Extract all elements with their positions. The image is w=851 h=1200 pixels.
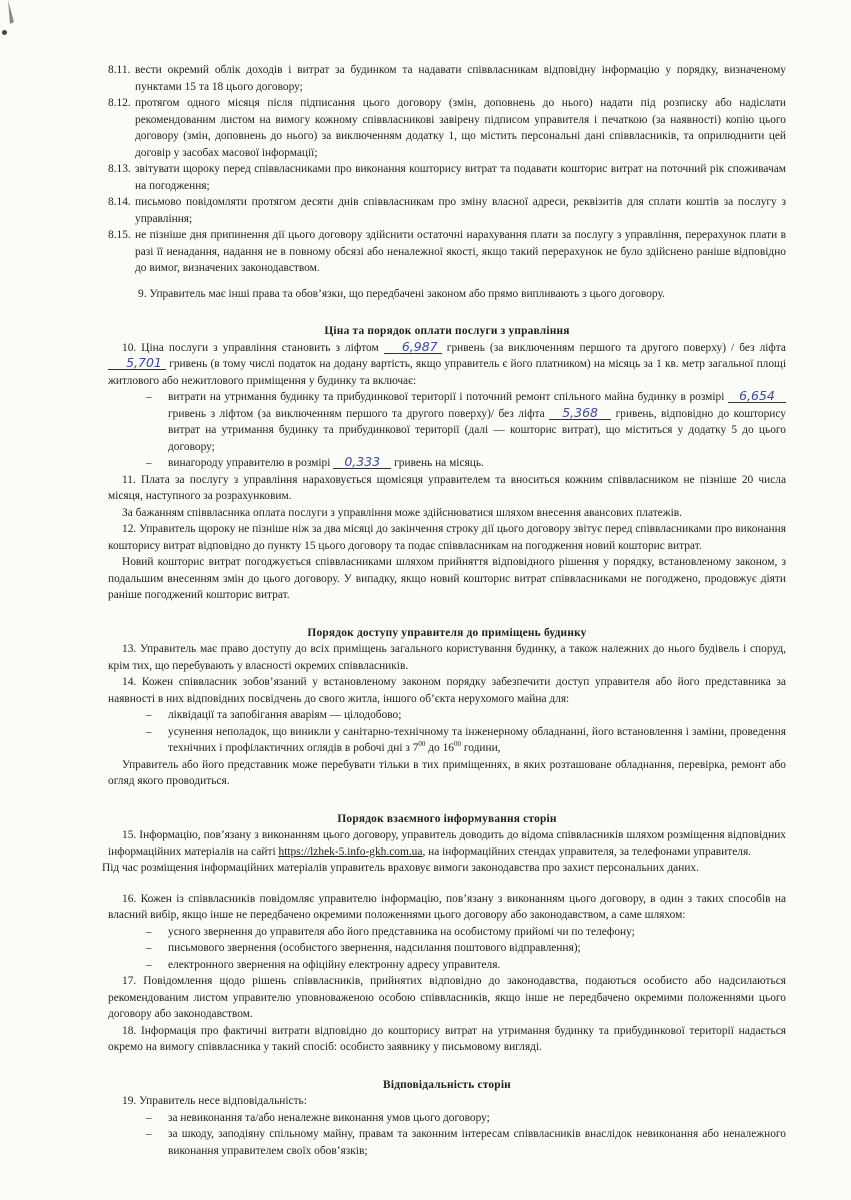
handwritten-maintenance-nolift: 5,368 <box>549 406 611 420</box>
handwritten-price-nolift: 5,701 <box>108 356 166 370</box>
list-item: – витрати на утримання будинку та прибудинкової території і поточний ремонт спільного майна будинку в розмірі 6,654 гривень з ліфтом (за виключенням першого та другого поверху)/ без ліфта 5,368 гривень, відповідно до кошторису витрат на утримання будинку та прибудинкової території (далі — кошторис витрат), що міститься у додатку 5 до цього договору; <box>168 389 786 455</box>
list-item: – винагороду управителю в розмірі 0,333 гривень на місяць. <box>168 455 786 472</box>
clause-number: 8.11. <box>108 64 131 76</box>
list-item: – за шкоду, заподіяну спільному майну, правам та законним інтересам співвласників внаслідок невиконання або неналежного виконання управителем своїх обов’язків; <box>168 1126 786 1159</box>
list-item: – ліквідації та запобігання аваріям — цілодобово; <box>168 707 786 724</box>
notification-methods-list <box>108 924 786 974</box>
list-item: – електронного звернення на офіційну електронну адресу управителя. <box>168 957 786 974</box>
paragraph-18: 18. Інформація про фактичні витрати відповідно до кошторису витрат на утримання будинку та прибудинкової території надається окремо на вимогу співвласника у такий спосіб: особисто заявнику у письмовому вигляді. <box>108 1024 786 1053</box>
list-item: – за невиконання та/або неналежне виконання умов цього договору; <box>168 1110 786 1127</box>
clause-text: не пізніше дня припинення дії цього договору здійснити остаточні нарахування плати за послугу з управління, перерахунок плати в разі її ненадання, надання не в повному обсязі або неналежної якості, якщо такий перерахунок не було здійснено раніше відповідно до вимог, визначених законодавством. <box>135 229 786 274</box>
paragraph-12: 12. Управитель щороку не пізніше ніж за два місяці до закінчення строку дії цього договору звітує перед співвласниками про виконання кошторису витрат відповідно до пункту 15 цього договору та подає співвласникам на погодження новий кошторис витрат. <box>108 523 786 552</box>
scan-dot <box>2 30 7 35</box>
list-item: – усного звернення до управителя або його представника на особистому прийомі чи по телефону; <box>168 924 786 941</box>
list-item: – усунення неполадок, що виникли у санітарно-технічному та інженерному обладнанні, його встановлення і заміни, проведення технічних і профілактичних оглядів в робочі дні з $7^{00}$ до $16^{00}$ години, <box>168 724 786 757</box>
paragraph-15-privacy: Під час розміщення інформаційних матеріалів управитель враховує вимоги законодавства про захист персональних даних. <box>102 862 699 874</box>
paragraph-9: 9. Управитель має інші права та обов’язки, що передбачені законом або прямо випливають з цього договору. <box>138 287 665 300</box>
paragraph-10: 10. Ціна послуги з управління становить з ліфтом 6,987 гривень (за виключенням першого та другого поверху) / без ліфта 5,701 гривень (в тому числі податок на додану вартість, якщо управитель є його платником) на місяць за 1 кв. метр загальної площі житлового або нежитлового приміщення у будинку та включає: <box>108 338 786 387</box>
heading-responsibility: Відповідальність сторін <box>383 1078 511 1091</box>
clause-number: 8.12. <box>108 97 131 109</box>
clause-number: 8.14. <box>108 196 131 208</box>
clause-text: письмово повідомляти протягом десяти днів співвласникам про зміну власної адреси, реквізитів для сплати коштів за послугу з управління; <box>135 196 786 225</box>
price-components-list <box>108 389 786 472</box>
paragraph-11-advance: За бажанням співвласника оплата послуги з управління може здійснюватися шляхом внесення авансових платежів. <box>122 506 683 519</box>
clause-text: вести окремий облік доходів і витрат за будинком та надавати співвласникам відповідну інформацію у порядку, визначеному пунктами 15 та 18 цього договору; <box>135 64 786 93</box>
heading-information: Порядок взаємного інформування сторін <box>337 812 557 825</box>
paragraph-13: 13. Управитель має право доступу до всіх приміщень загального користування будинку, а також належних до нього будівель і споруд, крім тих, що перебувають у власності окремих співвласників. <box>108 643 786 672</box>
clause-number: 8.13. <box>108 163 131 175</box>
clause-8-13 <box>108 161 786 194</box>
handwritten-fee: 0,333 <box>333 455 391 469</box>
document-content <box>102 62 786 1159</box>
website-link[interactable]: https://lzhek-5.info-gkh.com.ua <box>278 845 423 858</box>
responsibility-list <box>108 1110 786 1160</box>
heading-price: Ціна та порядок оплати послуги з управління <box>324 325 570 337</box>
handwritten-price-lift: 6,987 <box>384 340 442 354</box>
heading-access: Порядок доступу управителя до приміщень будинку <box>307 626 587 639</box>
access-purposes-list <box>108 707 786 757</box>
list-item: – письмового звернення (особистого звернення, надсилання поштового відправлення); <box>168 940 786 957</box>
paragraph-15: 15. Інформацію, пов’язану з виконанням цього договору, управитель доводить до відома співвласників шляхом розміщення відповідних інформаційних матеріалів на сайті https://lzhek-5.info-gkh.com.ua, на інформаційних стендах управителя, за телефонами управителя. <box>108 829 786 858</box>
handwritten-maintenance-lift: 6,654 <box>728 389 786 403</box>
paragraph-11: 11. Плата за послугу з управління нараховується щомісяця управителем та вноситься кожним співвласником не пізніше 20 числа місяця, наступного за розрахунковим. <box>108 473 786 502</box>
clause-number: 8.15. <box>108 229 131 241</box>
paragraph-12-new-budget: Новий кошторис витрат погоджується співвласниками шляхом прийняття відповідного рішення у порядку, встановленому законом, з подальшим внесенням змін до цього договору. У випадку, якщо новий кошторис витрат співвласниками не погоджено, продовжує діяти раніше погоджений кошторис витрат. <box>108 556 786 601</box>
clause-8-15 <box>108 227 786 277</box>
paragraph-16: 16. Кожен із співвласників повідомляє управителю інформацію, пов’язану з виконанням цього договору, в один з таких способів на власний вибір, якщо інше не передбачено окремими положеннями цього договору або законодавством, а саме шляхом: <box>108 892 786 921</box>
paragraph-17: 17. Повідомлення щодо рішень співвласників, прийнятих відповідно до законодавства, подаються особисто або надсилаються рекомендованим листом управителю уповноваженою особою співвласників, якщо інше не передбачено окремими положеннями цього договору або законодавством. <box>108 975 786 1020</box>
paragraph-14-premises: Управитель або його представник може перебувати тільки в тих приміщеннях, в яких розташоване обладнання, перевірка, ремонт або огляд якого проводиться. <box>108 758 786 787</box>
clause-8-12 <box>108 95 786 161</box>
clause-8-11 <box>108 62 786 95</box>
clause-text: протягом одного місяця після підписання цього договору (змін, доповнень до нього) надати під розписку або надіслати рекомендованим листом на вимогу кожному співвласникові завірену підписом управителя і печаткою (за наявності) копію цього договору (змін, доповнень до нього) за виключенням додатку 1, що містить персональні дані співвласників, та оприлюднити цей договір у засобах масової інформації; <box>135 97 786 159</box>
clause-text: звітувати щороку перед співвласниками про виконання кошторису витрат та подавати кошторис витрат на поточний рік споживачам на погодження; <box>135 163 786 192</box>
paragraph-19: 19. Управитель несе відповідальність: <box>122 1095 307 1107</box>
paragraph-14: 14. Кожен співвласник зобов’язаний у встановленому законом порядку забезпечити доступ управителя або його представника за наявності в них відповідних посвідчень до свого житла, іншого об’єкта нерухомого майна для: <box>108 676 786 705</box>
corner-mark-decoration <box>4 0 28 38</box>
clause-8-14 <box>108 194 786 227</box>
